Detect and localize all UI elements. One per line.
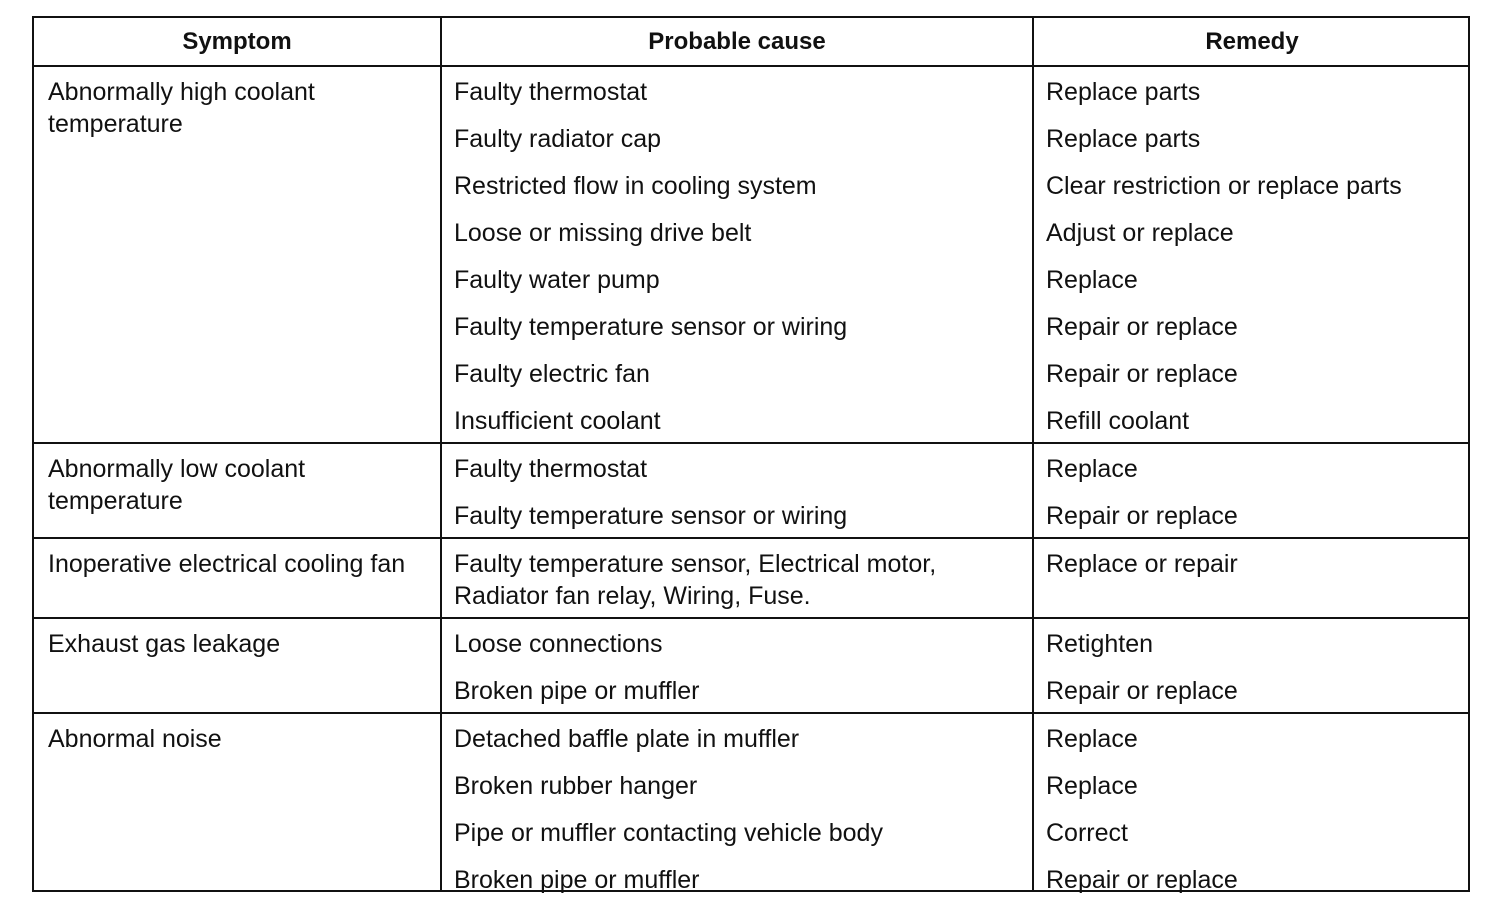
remedy-cell: Retighten bbox=[1046, 630, 1154, 658]
cause-cell: Faulty water pump bbox=[454, 266, 660, 294]
remedy-cell: Repair or replace bbox=[1046, 502, 1238, 530]
symptom-cell: Inoperative electrical cooling fan bbox=[48, 550, 406, 578]
remedy-cell: Adjust or replace bbox=[1046, 219, 1234, 247]
remedy-cell: Repair or replace bbox=[1046, 866, 1238, 894]
cause-cell: Loose connections bbox=[454, 630, 663, 658]
remedy-cell: Replace parts bbox=[1046, 125, 1201, 153]
cause-cell: Broken rubber hanger bbox=[454, 772, 698, 800]
header-divider bbox=[34, 65, 1468, 67]
cause-cell: Faulty temperature sensor, Electrical motor, Radiator fan relay, Wiring, Fuse. bbox=[454, 550, 937, 610]
cause-cell: Faulty thermostat bbox=[454, 455, 648, 483]
remedy-cell: Replace parts bbox=[1046, 78, 1201, 106]
cause-cell: Detached baffle plate in muffler bbox=[454, 725, 800, 753]
symptom-cell: Exhaust gas leakage bbox=[48, 630, 281, 658]
remedy-cell: Replace bbox=[1046, 455, 1138, 483]
remedy-cell: Replace bbox=[1046, 772, 1138, 800]
remedy-cell: Replace bbox=[1046, 266, 1138, 294]
remedy-cell: Replace bbox=[1046, 725, 1138, 753]
cause-cell: Faulty thermostat bbox=[454, 78, 648, 106]
cause-cell: Faulty temperature sensor or wiring bbox=[454, 313, 848, 341]
remedy-cell: Repair or replace bbox=[1046, 313, 1238, 341]
cause-cell: Insufficient coolant bbox=[454, 407, 661, 435]
remedy-cell: Repair or replace bbox=[1046, 360, 1238, 388]
cause-cell: Faulty electric fan bbox=[454, 360, 650, 388]
symptom-cell: Abnormally low coolant temperature bbox=[48, 455, 306, 515]
symptom-cell: Abnormally high coolant temperature bbox=[48, 78, 315, 138]
cause-cell: Faulty temperature sensor or wiring bbox=[454, 502, 848, 530]
troubleshooting-table bbox=[32, 16, 1470, 892]
group-divider bbox=[34, 712, 1468, 714]
cause-cell: Broken pipe or muffler bbox=[454, 677, 700, 705]
remedy-cell: Correct bbox=[1046, 819, 1128, 847]
remedy-cell: Repair or replace bbox=[1046, 677, 1238, 705]
group-divider bbox=[34, 617, 1468, 619]
cause-cell: Broken pipe or muffler bbox=[454, 866, 700, 894]
group-divider bbox=[34, 537, 1468, 539]
cause-cell: Restricted flow in cooling system bbox=[454, 172, 817, 200]
symptom-cell: Abnormal noise bbox=[48, 725, 222, 753]
cause-cell: Pipe or muffler contacting vehicle body bbox=[454, 819, 883, 847]
header-remedy: Remedy bbox=[1205, 28, 1299, 55]
remedy-cell: Clear restriction or replace parts bbox=[1046, 172, 1402, 200]
header-symptom: Symptom bbox=[182, 28, 292, 55]
column-divider bbox=[440, 18, 442, 890]
remedy-cell: Refill coolant bbox=[1046, 407, 1190, 435]
remedy-cell: Replace or repair bbox=[1046, 550, 1238, 578]
cause-cell: Loose or missing drive belt bbox=[454, 219, 752, 247]
column-divider bbox=[1032, 18, 1034, 890]
header-probable-cause: Probable cause bbox=[648, 28, 826, 55]
cause-cell: Faulty radiator cap bbox=[454, 125, 662, 153]
group-divider bbox=[34, 442, 1468, 444]
